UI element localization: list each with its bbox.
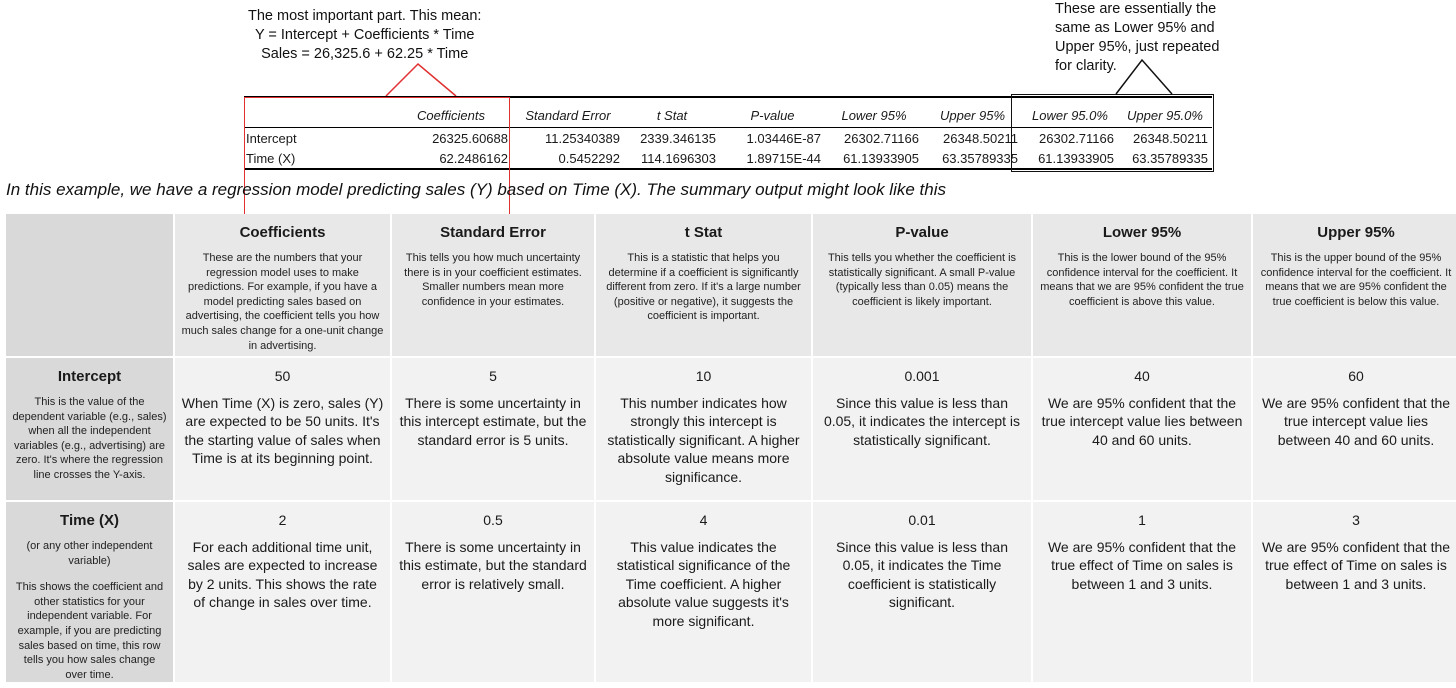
row-subtitle: (or any other independent variable)	[26, 540, 153, 567]
summary-header-cell: P-value	[750, 108, 795, 123]
col-desc: This is the lower bound of the 95% confidence interval for the coefficient. It means that we are 95% confident the true coefficient is above this value.	[1040, 252, 1244, 308]
grid-cell	[596, 502, 811, 682]
red-callout-pointer	[386, 64, 456, 96]
cell-text: For each additional time unit, sales are expected to increase by 2 units. This shows the rate of change in sales over time.	[187, 539, 378, 611]
col-title: P-value	[895, 224, 949, 241]
grid-cell	[813, 502, 1031, 682]
cell-text: This value indicates the statistical significance of the Time coefficient. A higher absolute value suggests it's more significant.	[616, 539, 791, 629]
grid-corner	[6, 214, 173, 356]
summary-header-cell: Upper 95.0%	[1127, 108, 1203, 123]
cell-value: 40	[1134, 368, 1150, 384]
grid-cell	[1033, 358, 1251, 500]
summary-cell: 26348.50211	[943, 130, 1018, 146]
cell-text: We are 95% confident that the true intercept value lies between 40 and 60 units.	[1261, 395, 1451, 448]
cell-text: We are 95% confident that the true effect of Time on sales is between 1 and 3 units.	[1261, 539, 1451, 592]
row-title: Time (X)	[60, 512, 119, 529]
cell-value: 0.5	[483, 512, 503, 528]
callout-connectors	[0, 0, 1456, 100]
grid-cell	[596, 358, 811, 500]
summary-cell: Intercept	[246, 130, 297, 146]
regression-summary-table	[244, 96, 1212, 170]
summary-cell: 0.5452292	[558, 150, 620, 166]
grid-cell	[1253, 358, 1456, 500]
cell-value: 0.01	[908, 512, 936, 528]
cell-value: 60	[1348, 368, 1364, 384]
cell-value: 1	[1138, 512, 1146, 528]
summary-cell: 1.03446E-87	[746, 130, 821, 146]
row-desc: This is the value of the dependent variable (e.g., sales) when all the independent variables (e.g., advertising) are zero. It's where the regression line crosses the Y-axis.	[12, 396, 167, 481]
cell-value: 0.001	[904, 368, 940, 384]
summary-row-intercept	[244, 128, 1212, 148]
col-desc: This tells you how much uncertainty there is in your coefficient estimates. Smaller numbers mean more confidence in your estimates.	[404, 252, 582, 308]
cell-text: This number indicates how strongly this intercept is statistically significant. A higher absolute value means more significance.	[607, 395, 800, 485]
grid-cell	[813, 358, 1031, 500]
summary-header-row	[244, 104, 1212, 128]
col-header-upper-95	[1253, 214, 1456, 356]
summary-cell: 114.1696303	[641, 150, 716, 166]
cell-text: Since this value is less than 0.05, it indicates the intercept is statistically significant.	[823, 395, 1021, 448]
cell-text: We are 95% confident that the true effect of Time on sales is between 1 and 3 units.	[1047, 539, 1237, 592]
col-header-standard-error	[392, 214, 594, 356]
example-caption: In this example, we have a regression model predicting sales (Y) based on Time (X). The summary output might look like this	[6, 180, 946, 199]
col-header-lower-95	[1033, 214, 1251, 356]
col-title: Coefficients	[239, 224, 326, 241]
cell-value: 50	[274, 368, 291, 384]
cell-text: We are 95% confident that the true intercept value lies between 40 and 60 units.	[1041, 395, 1243, 448]
summary-cell: 26348.50211	[1133, 130, 1208, 146]
cell-value: 5	[489, 368, 497, 384]
row-title: Intercept	[57, 368, 122, 385]
summary-cell: 63.35789335	[1132, 150, 1208, 166]
grid-cell	[175, 358, 390, 500]
summary-cell: 2339.346135	[640, 130, 716, 146]
cell-value: 4	[699, 512, 708, 528]
cell-text: There is some uncertainty in this intercept estimate, but the standard error is 5 units.	[399, 395, 587, 448]
col-title: Upper 95%	[1317, 224, 1395, 241]
col-title: Lower 95%	[1102, 224, 1182, 241]
grid-cell	[1033, 502, 1251, 682]
summary-header-cell: Lower 95%	[841, 108, 907, 123]
summary-header-cell: Lower 95.0%	[1032, 108, 1108, 123]
col-desc: This is a statistic that helps you determine if a coefficient is significantly different from zero. If it's a large number (positive or negative), it suggests the coefficient is important.	[606, 252, 801, 323]
col-title: t Stat	[684, 224, 723, 241]
cell-text: There is some uncertainty in this estimate, but the standard error is relatively small.	[399, 539, 587, 592]
explanation-grid	[6, 214, 1452, 684]
summary-header-cell: Standard Error	[525, 108, 611, 123]
row-header-intercept	[6, 358, 173, 500]
summary-cell: 11.25340389	[545, 130, 620, 146]
cell-value: 3	[1352, 512, 1360, 528]
grid-cell	[392, 358, 594, 500]
grid-cell	[1253, 502, 1456, 682]
grid-cell	[392, 502, 594, 682]
cell-value: 2	[278, 512, 287, 528]
row-header-time	[6, 502, 173, 682]
cell-text: Since this value is less than 0.05, it indicates the Time coefficient is statistically significant.	[836, 539, 1008, 611]
col-header-t-stat	[596, 214, 811, 356]
col-header-p-value	[813, 214, 1031, 356]
summary-header-cell: Upper 95%	[939, 108, 1006, 123]
row-desc: This shows the coefficient and other statistics for your independent variable. For example, if you are predicting sales based on time, this row tells you how sales change over time.	[15, 581, 164, 681]
summary-header-cell: t Stat	[656, 108, 688, 123]
col-title: Standard Error	[440, 224, 546, 241]
cell-value: 10	[695, 368, 712, 384]
summary-cell: 61.13933905	[1038, 150, 1114, 166]
coefficients-annotation: The most important part. This mean: Y = Intercept + Coefficients * Time Sales = 26,325.6 + 62.25 * Time	[248, 8, 482, 62]
summary-cell: 26325.60688	[432, 130, 508, 146]
summary-row-time	[244, 148, 1212, 168]
summary-cell: 26302.71166	[844, 130, 919, 146]
summary-cell: 61.13933905	[843, 150, 919, 166]
summary-cell: 1.89715E-44	[746, 150, 821, 166]
summary-cell: 62.2486162	[439, 150, 508, 166]
col-desc: This tells you whether the coefficient is statistically significant. A small P-value (typically less than 0.05) means the coefficient is likely important.	[827, 252, 1017, 308]
cell-text: When Time (X) is zero, sales (Y) are expected to be 50 units. It's the starting value of sales when Time is at its beginning point.	[181, 395, 384, 467]
col-desc: This is the upper bound of the 95% confidence interval for the coefficient. It means that we are 95% confident the true coefficient is below this value.	[1260, 252, 1452, 308]
col-desc: These are the numbers that your regression model uses to make predictions. For example, if you have a model predicting sales based on advertising, the coefficient tells you how much sales change for a one-unit change in advertising.	[181, 252, 384, 352]
summary-cell: 63.35789335	[942, 150, 1018, 166]
summary-cell: Time (X)	[246, 150, 296, 166]
summary-header-cell: Coefficients	[417, 108, 485, 123]
grid-cell	[175, 502, 390, 682]
summary-cell: 26302.71166	[1039, 130, 1114, 146]
col-header-coefficients	[175, 214, 390, 356]
confidence-annotation: These are essentially the same as Lower 95% and Upper 95%, just repeated for clarity.	[1055, 1, 1220, 74]
